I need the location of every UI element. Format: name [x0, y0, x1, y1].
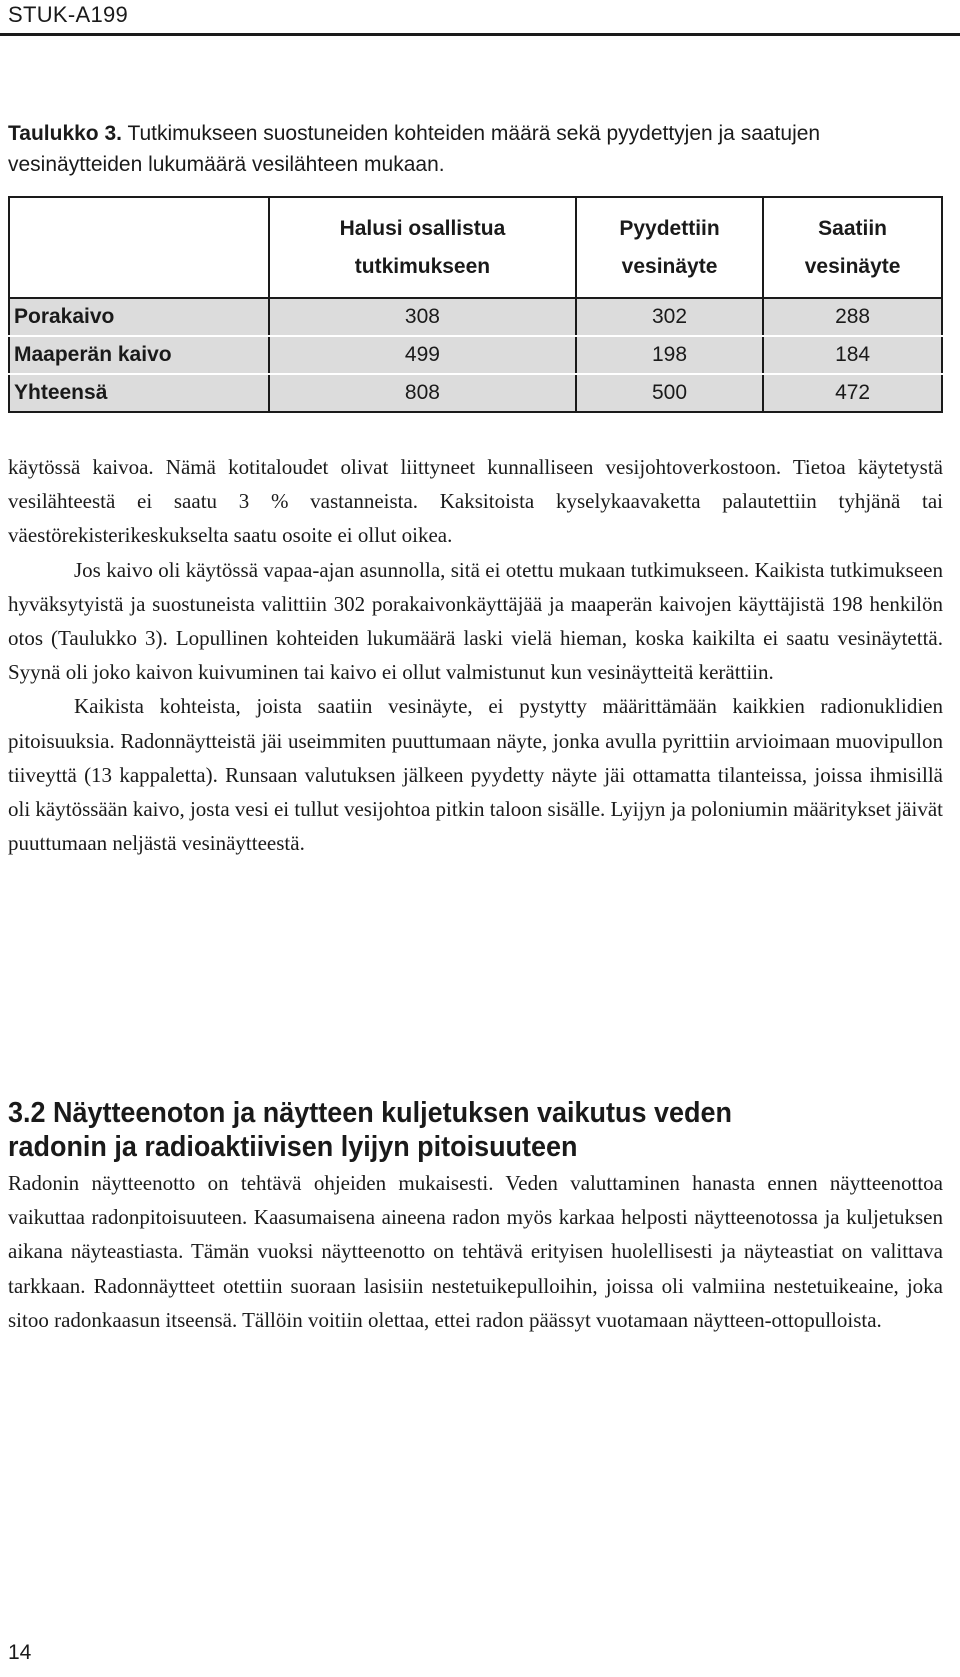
corner-cell [9, 197, 269, 298]
table-cell: 500 [576, 374, 763, 412]
table-caption [8, 118, 943, 180]
section-heading-line: radonin ja radioaktiivisen lyijyn pitoisuuteen [8, 1131, 578, 1163]
header-rule [0, 33, 960, 36]
page-number: 14 [8, 1641, 32, 1664]
table-row [9, 336, 942, 374]
paragraph: Kaikista kohteista, joista saatiin vesinäyte, ei pystytty määrittämään kaikkien radionuklidien pitoisuuksia. Radonnäytteistä jäi useimmiten puuttumaan näyte, jonka avulla pyrittiin arvioimaan muovipullon tiiveyttä (13 kappaletta). Runsaan valutuksen jälkeen pyydetty näyte jäi ottamatta tilanteissa, joissa ihmisillä oli käytössään kaivo, josta vesi ei tullut vesijohtoa pitkin taloon sisälle. Lyijyn ja poloniumin määritykset jäivät puuttumaan neljästä vesinäytteestä. [8, 694, 943, 856]
section-heading-line: 3.2 Näytteenoton ja näytteen kuljetuksen vaikutus veden [8, 1097, 732, 1129]
table-cell: 308 [269, 298, 576, 336]
row-label: Porakaivo [9, 298, 269, 336]
column-header-line: Pyydettiin [619, 216, 720, 240]
table-header-row [9, 197, 942, 298]
paragraph: käytössä kaivoa. Nämä kotitaloudet olivat liittyneet kunnalliseen vesijohtoverkostoon. Tietoa käytetystä vesilähteestä ei saatu 3 % vastanneista. Kaksitoista kyselykaavaketta palautettiin tyhjänä tai väestörekisterikeskukselta saatu osoite ei ollut oikea. [8, 455, 943, 548]
table-cell: 184 [763, 336, 942, 374]
column-header-line: tutkimukseen [354, 254, 491, 278]
row-label: Maaperän kaivo [9, 336, 269, 374]
table-caption-label: Taulukko 3. [8, 122, 122, 145]
table-cell: 198 [576, 336, 763, 374]
body-text [8, 450, 943, 860]
document-code: STUK-A199 [8, 2, 129, 27]
section-3-2 [8, 1096, 943, 1337]
table-cell: 302 [576, 298, 763, 336]
column-header-line: vesinäyte [804, 254, 901, 278]
column-header [269, 197, 576, 298]
paragraph: Jos kaivo oli käytössä vapaa-ajan asunnolla, sitä ei otettu mukaan tutkimukseen. Kaikista tutkimukseen hyväksytyistä ja suostuneista valittiin 302 porakaivonkäyttäjää ja maaperän kaivojen käyttäjistä 198 henkilön otos (Taulukko 3). Lopullinen kohteiden lukumäärä laski vielä hieman, koska kaikilta ei saatu vesinäytettä. Syynä oli joko kaivon kuivuminen tai kaivo ei ollut valmistunut kun vesinäytteitä kerättiin. [8, 557, 943, 685]
table-cell: 808 [269, 374, 576, 412]
column-header [576, 197, 763, 298]
table-row [9, 374, 942, 412]
table-cell: 499 [269, 336, 576, 374]
page-header [0, 0, 960, 34]
section-paragraph: Radonin näytteenotto on tehtävä ohjeiden mukaisesti. Veden valuttaminen hanasta ennen näytteenottoa vaikuttaa radonpitoisuuteen. Kaasumaisena aineena radon myös karkaa helposti näytteenotossa ja kuljetuksen aikana näyteastiasta. Tämän vuoksi näytteenotto on tehtävä erityisen huolellisesti ja näyteastiat on valittava tarkkaan. Radonnäytteet otettiin suoraan lasisiin nestetuikepulloihin, joissa oli valmiina nestetuikeaine, joka sitoo radonkaasun itseensä. Tällöin voitiin olettaa, ettei radon päässyt vuotamaan näytteen-ottopulloista. [8, 1171, 943, 1332]
data-table [8, 196, 943, 413]
column-header-line: Halusi osallistua [339, 216, 506, 240]
column-header-line: vesinäyte [621, 254, 718, 278]
table-cell: 288 [763, 298, 942, 336]
column-header [763, 197, 942, 298]
section-heading [8, 1096, 878, 1164]
column-header-line: Saatiin [818, 216, 888, 240]
table-cell: 472 [763, 374, 942, 412]
row-label: Yhteensä [9, 374, 269, 412]
table-row [9, 298, 942, 336]
table-caption-text: Tutkimukseen suostuneiden kohteiden määrä sekä pyydettyjen ja saatujen vesinäytteiden lukumäärä vesilähteen mukaan. [8, 122, 821, 176]
